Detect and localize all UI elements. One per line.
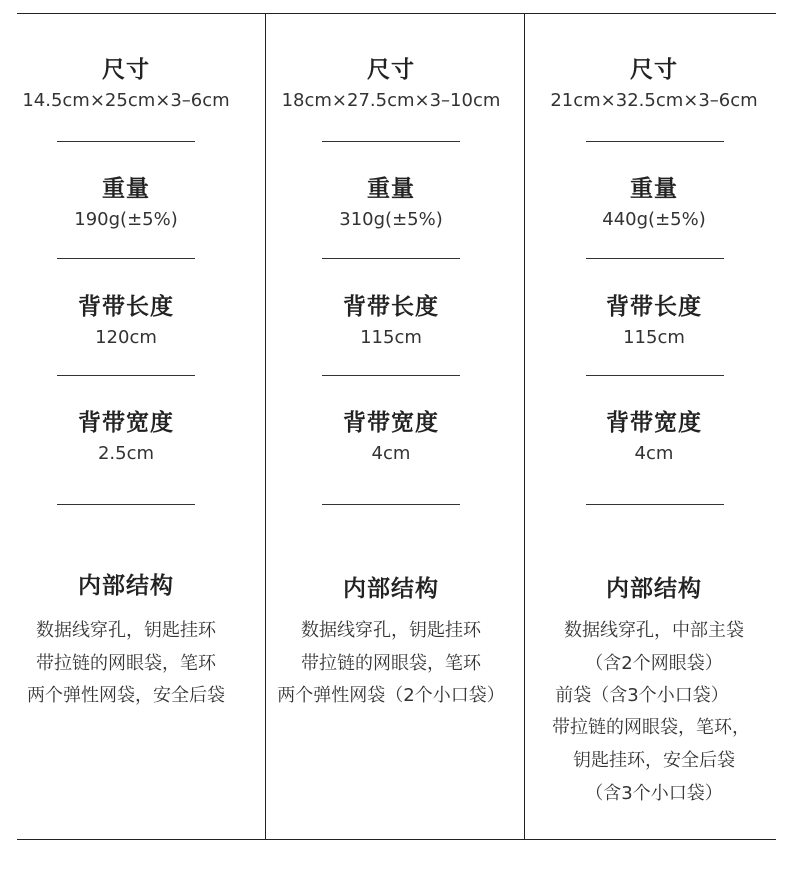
weight-label: 重量 xyxy=(102,176,150,202)
strap-length-label: 背带长度 xyxy=(606,294,702,320)
section-divider xyxy=(57,375,195,376)
size-label: 尺寸 xyxy=(367,57,415,83)
strap-width-label: 背带宽度 xyxy=(78,410,174,436)
structure-line: 数据线穿孔，钥匙挂环 xyxy=(301,620,481,641)
bottom-border xyxy=(17,839,776,840)
section-divider xyxy=(322,375,460,376)
strap-length-label: 背带长度 xyxy=(78,294,174,320)
section-divider xyxy=(586,141,724,142)
weight-label: 重量 xyxy=(630,176,678,202)
structure-line: 两个弹性网袋（2个小口袋） xyxy=(277,685,505,706)
section-divider xyxy=(586,504,724,505)
size-label: 尺寸 xyxy=(630,57,678,83)
section-divider xyxy=(322,141,460,142)
structure-line: 两个弹性网袋，安全后袋 xyxy=(27,685,225,706)
weight-value: 190g(±5%) xyxy=(74,209,178,230)
strap-length-value: 115cm xyxy=(360,327,422,348)
strap-width-label: 背带宽度 xyxy=(606,410,702,436)
structure-line: 数据线穿孔，钥匙挂环 xyxy=(36,620,216,641)
section-divider xyxy=(586,258,724,259)
strap-length-value: 120cm xyxy=(95,327,157,348)
size-value: 18cm×27.5cm×3–10cm xyxy=(281,90,501,111)
structure-line: 带拉链的网眼袋，笔环 xyxy=(301,653,481,674)
structure-line: （含2个网眼袋） xyxy=(585,653,723,674)
weight-value: 310g(±5%) xyxy=(339,209,443,230)
size-value: 14.5cm×25cm×3–6cm xyxy=(22,90,230,111)
section-divider xyxy=(322,504,460,505)
structure-line: （含3个小口袋） xyxy=(585,783,723,804)
structure-line: 钥匙挂环，安全后袋 xyxy=(573,750,735,771)
strap-length-label: 背带长度 xyxy=(343,294,439,320)
weight-value: 440g(±5%) xyxy=(602,209,706,230)
structure-label: 内部结构 xyxy=(78,573,174,599)
structure-line: 数据线穿孔，中部主袋 xyxy=(564,620,744,641)
strap-length-value: 115cm xyxy=(623,327,685,348)
section-divider xyxy=(57,141,195,142)
strap-width-label: 背带宽度 xyxy=(343,410,439,436)
weight-label: 重量 xyxy=(367,176,415,202)
strap-width-value: 2.5cm xyxy=(97,443,155,464)
structure-label: 内部结构 xyxy=(606,576,702,602)
structure-line: 带拉链的网眼袋，笔环， xyxy=(552,717,750,738)
structure-line: 带拉链的网眼袋，笔环 xyxy=(36,653,216,674)
size-value: 21cm×32.5cm×3–6cm xyxy=(550,90,758,111)
size-label: 尺寸 xyxy=(102,57,150,83)
strap-width-value: 4cm xyxy=(634,443,674,464)
section-divider xyxy=(586,375,724,376)
structure-label: 内部结构 xyxy=(343,576,439,602)
strap-width-value: 4cm xyxy=(371,443,411,464)
section-divider xyxy=(57,504,195,505)
top-border xyxy=(17,13,776,14)
section-divider xyxy=(57,258,195,259)
structure-line: 前袋（含3个小口袋） xyxy=(555,685,729,706)
section-divider xyxy=(322,258,460,259)
